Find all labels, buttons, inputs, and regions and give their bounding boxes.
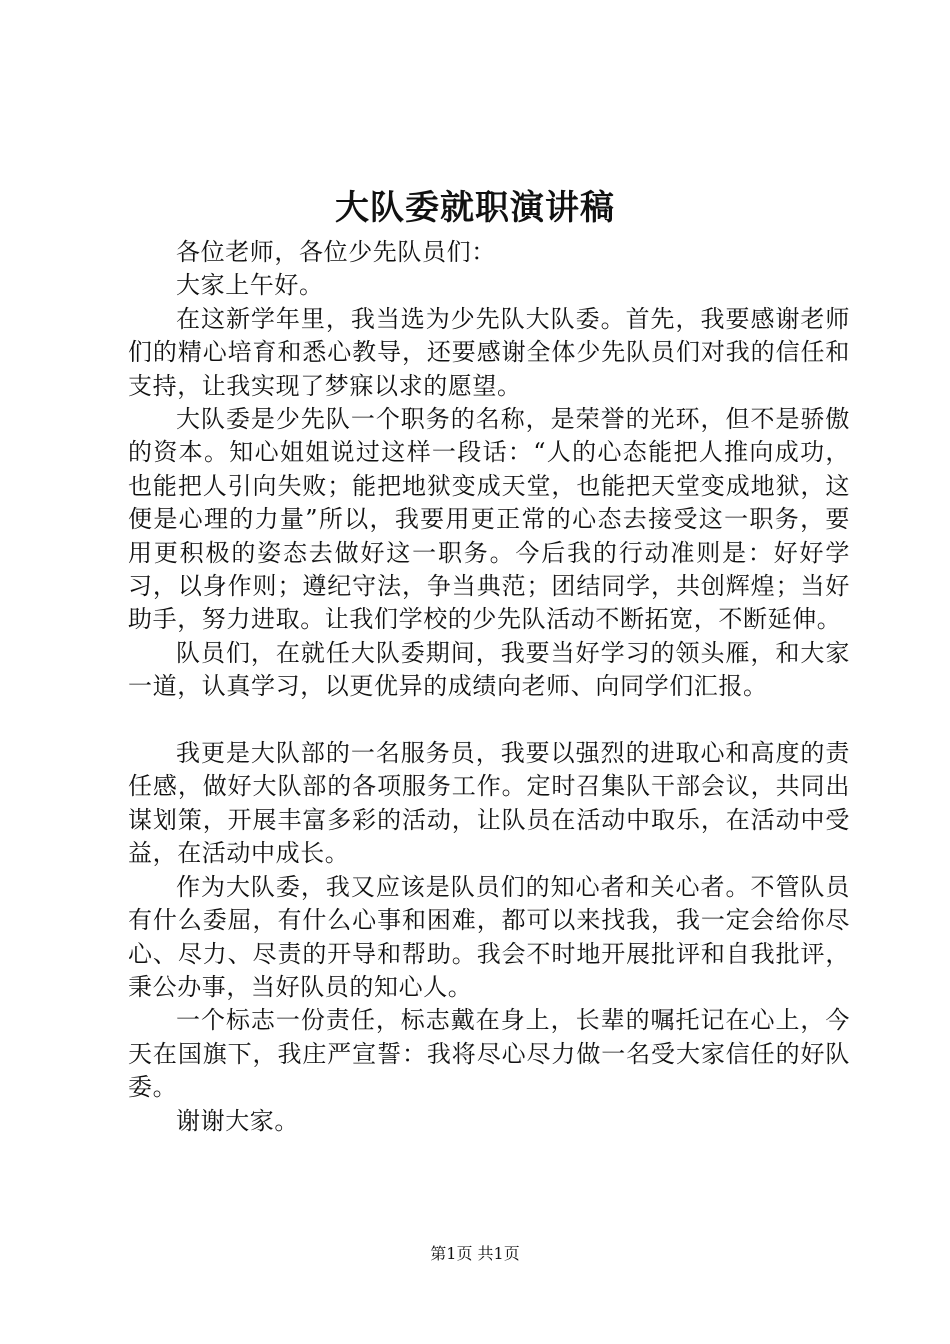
paragraph: 在这新学年里，我当选为少先队大队委。首先，我要感谢老师们的精心培育和悉心教导，还要感谢全体少先队员们对我的信任和支持，让我实现了梦寐以求的愿望。: [128, 304, 850, 400]
salutation: 各位老师，各位少先队员们：: [176, 238, 496, 266]
greeting: 大家上午好。: [176, 271, 324, 300]
paragraph: 我更是大队部的一名服务员，我要以强烈的进取心和高度的责任感，做好大队部的各项服务工作。定时召集队干部会议，共同出谋划策，开展丰富多彩的活动，让队员在活动中取乐，在活动中受益，在活动中成长。: [128, 739, 850, 868]
document-body: [128, 236, 850, 1138]
blank-line: [128, 704, 850, 737]
paragraph: 作为大队委，我又应该是队员们的知心者和关心者。不管队员有什么委屈，有什么心事和困难，都可以来找我，我一定会给你尽心、尽力、尽责的开导和帮助。我会不时地开展批评和自我批评，秉公办事，当好队员的知心人。: [128, 872, 850, 1001]
page-footer: 第1页 共1页: [430, 1244, 520, 1263]
document-title: 大队委就职演讲稿: [335, 188, 615, 228]
paragraph: 大队委是少先队一个职务的名称，是荣誉的光环，但不是骄傲的资本。知心姐姐说过这样一段话：“人的心态能把人推向成功，也能把人引向失败；能把地狱变成天堂，也能把天堂变成地狱，这便是心理的力量”所以，我要用更正常的心态去接受这一职务，要用更积极的姿态去做好这一职务。今后我的行动准则是：好好学习，以身作则；遵纪守法，争当典范；团结同学，共创辉煌；当好助手，努力进取。让我们学校的少先队活动不断拓宽，不断延伸。: [128, 405, 850, 634]
paragraph: 队员们，在就任大队委期间，我要当好学习的领头雁，和大家一道，认真学习，以更优异的成绩向老师、向同学们汇报。: [128, 638, 850, 701]
paragraph: 一个标志一份责任，标志戴在身上，长辈的嘱托记在心上，今天在国旗下，我庄严宣誓：我将尽心尽力做一名受大家信任的好队委。: [128, 1006, 850, 1102]
closing: 谢谢大家。: [176, 1106, 299, 1135]
